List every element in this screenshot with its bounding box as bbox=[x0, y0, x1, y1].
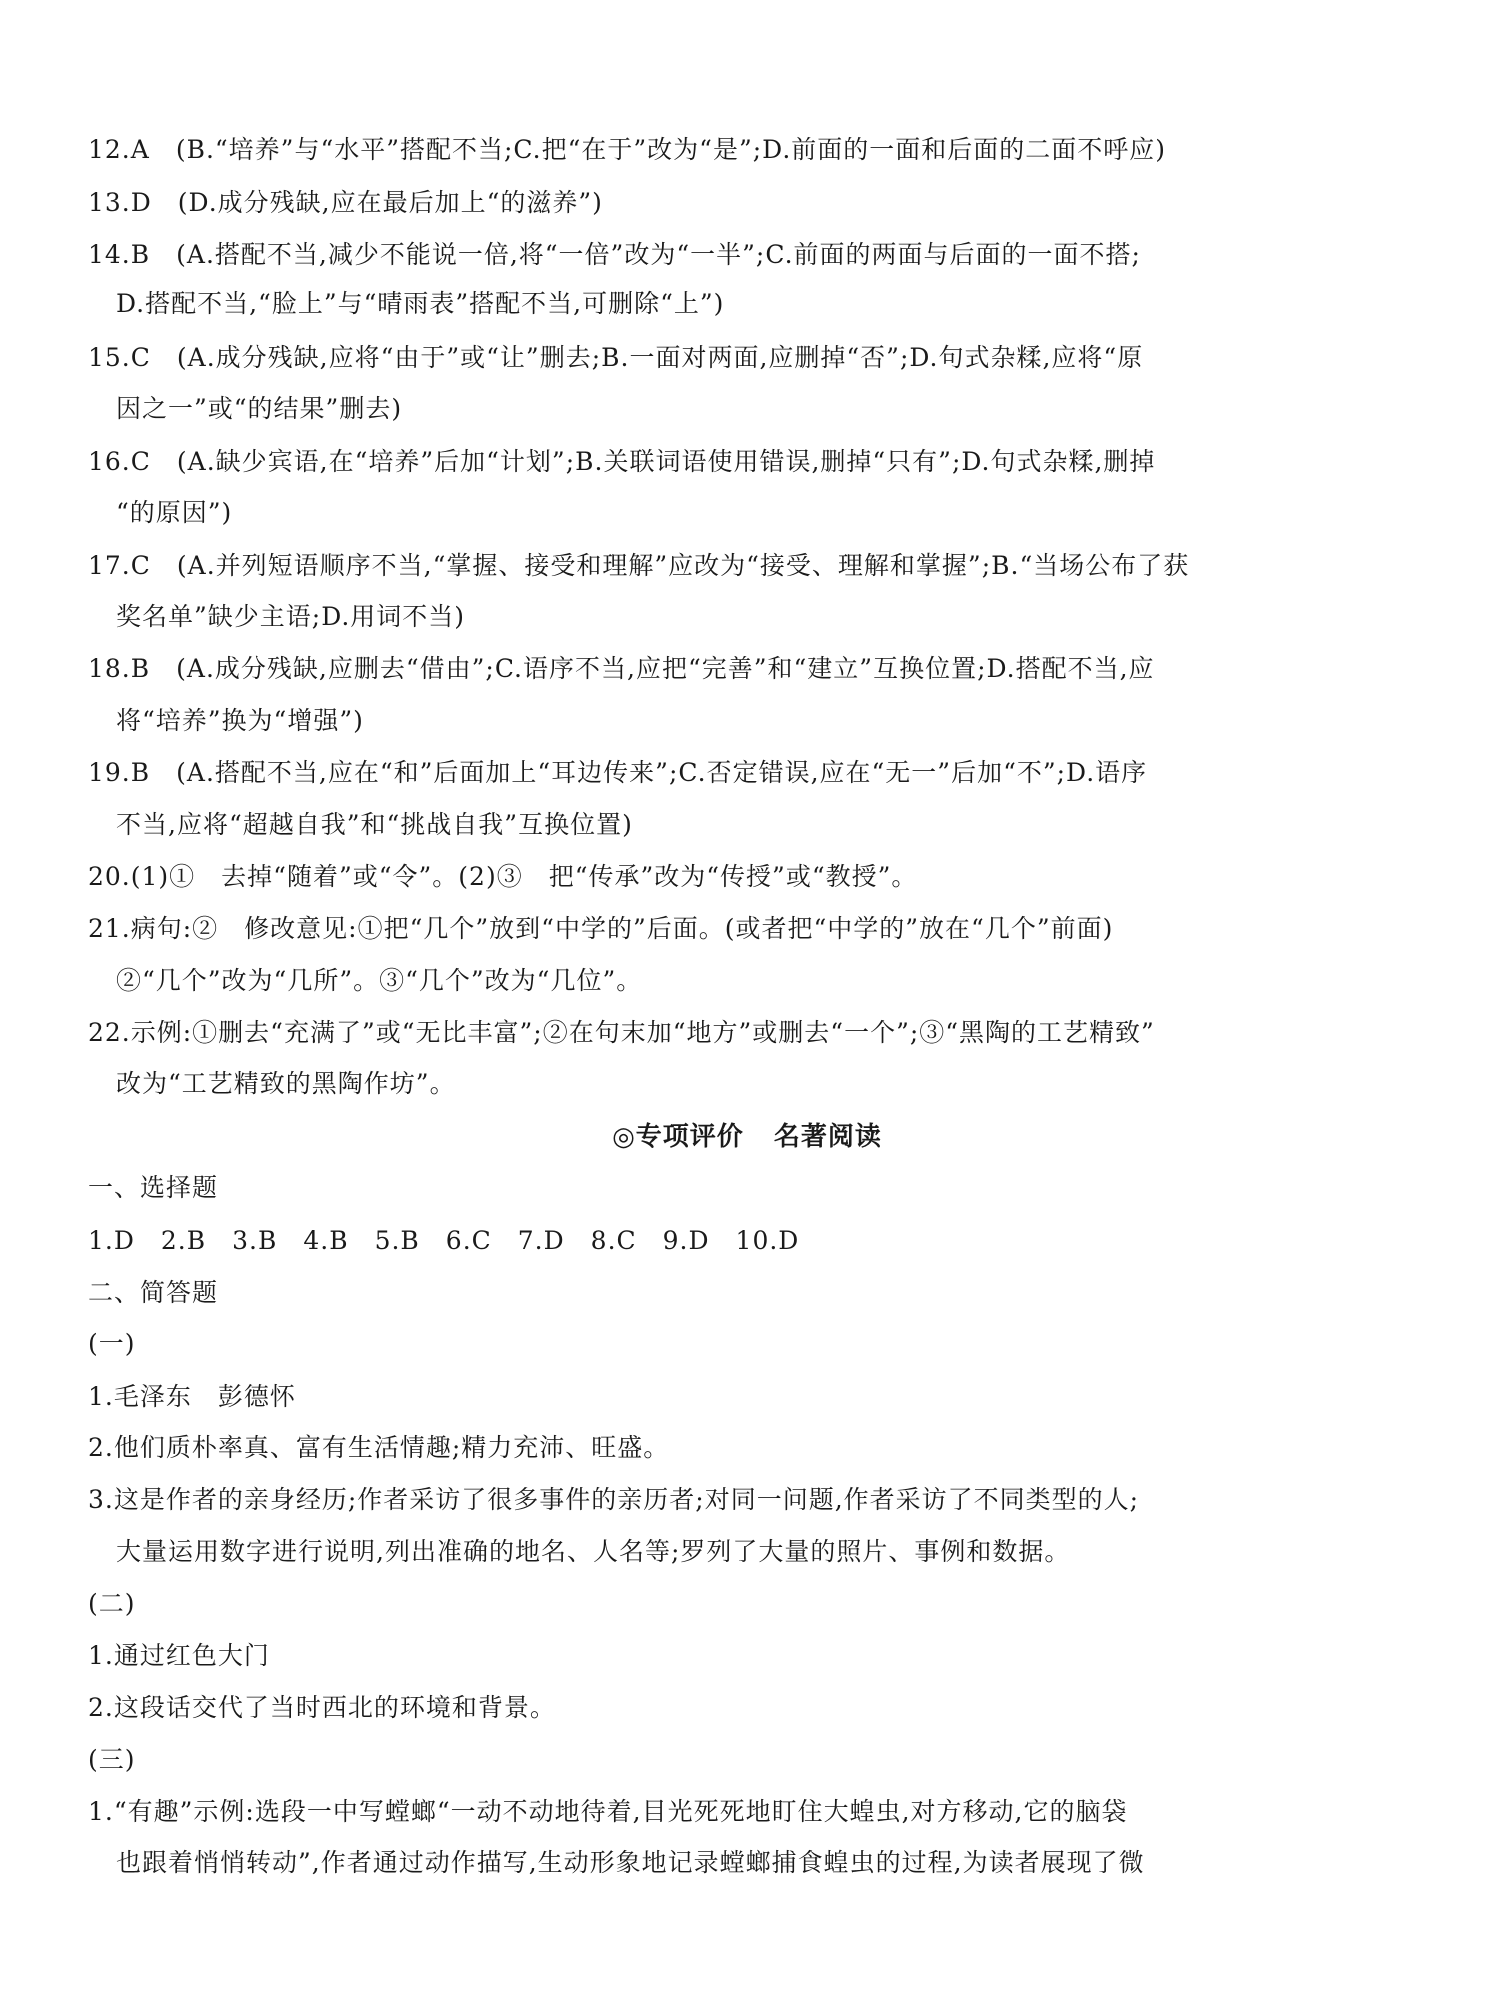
answer-12: 12.A (B.“培养”与“水平”搭配不当;C.把“在于”改为“是”;D.前面的一面和后面的二面不呼应) bbox=[88, 135, 1167, 164]
answer-21: 21.病句:② 修改意见:①把“几个”放到“中学的”后面。(或者把“中学的”放在“几个”前面) bbox=[88, 914, 1114, 943]
part2-heading: 二、简答题 bbox=[88, 1278, 219, 1307]
group-2-answer-2: 2.这段话交代了当时西北的环境和背景。 bbox=[88, 1693, 556, 1722]
group-1-label: (一) bbox=[88, 1329, 136, 1358]
group-1-answer-3-continued: 大量运用数字进行说明,列出准确的地名、人名等;罗列了大量的照片、事例和数据。 bbox=[116, 1537, 1071, 1566]
answer-13: 13.D (D.成分残缺,应在最后加上“的滋养”) bbox=[88, 188, 603, 217]
group-3-answer-1-continued: 也跟着悄悄转动”,作者通过动作描写,生动形象地记录螳螂捕食蝗虫的过程,为读者展现了微 bbox=[116, 1848, 1145, 1877]
answer-22-continued: 改为“工艺精致的黑陶作坊”。 bbox=[116, 1069, 456, 1098]
answer-22: 22.示例:①删去“充满了”或“无比丰富”;②在句末加“地方”或删去“一个”;③“黑陶的工艺精致” bbox=[88, 1018, 1155, 1047]
answer-15-continued: 因之一”或“的结果”删去) bbox=[116, 394, 403, 423]
group-3-label: (三) bbox=[88, 1745, 136, 1774]
answer-16-continued: “的原因”) bbox=[116, 498, 233, 527]
answer-18: 18.B (A.成分残缺,应删去“借由”;C.语序不当,应把“完善”和“建立”互换位置;D.搭配不当,应 bbox=[88, 654, 1155, 683]
section-title bbox=[0, 1120, 1494, 1154]
answer-18-continued: 将“培养”换为“增强”) bbox=[116, 706, 364, 735]
answer-21-continued: ②“几个”改为“几所”。③“几个”改为“几位”。 bbox=[116, 966, 643, 995]
group-2-answer-1: 1.通过红色大门 bbox=[88, 1641, 270, 1670]
group-1-answer-3: 3.这是作者的亲身经历;作者采访了很多事件的亲历者;对同一问题,作者采访了不同类型的人; bbox=[88, 1485, 1140, 1514]
answer-16: 16.C (A.缺少宾语,在“培养”后加“计划”;B.关联词语使用错误,删掉“只有”;D.句式杂糅,删掉 bbox=[88, 447, 1156, 476]
answer-15: 15.C (A.成分残缺,应将“由于”或“让”删去;B.一面对两面,应删掉“否”;D.句式杂糅,应将“原 bbox=[88, 343, 1144, 372]
section-title-right: 名著阅读 bbox=[773, 1122, 882, 1152]
answer-19-continued: 不当,应将“超越自我”和“挑战自我”互换位置) bbox=[116, 810, 633, 839]
answer-14: 14.B (A.搭配不当,减少不能说一倍,将“一倍”改为“一半”;C.前面的两面与后面的一面不搭; bbox=[88, 240, 1141, 269]
answer-14-continued: D.搭配不当,“脸上”与“晴雨表”搭配不当,可删除“上”) bbox=[116, 289, 725, 318]
group-3-answer-1: 1.“有趣”示例:选段一中写螳螂“一动不动地待着,目光死死地盯住大蝗虫,对方移动,它的脑袋 bbox=[88, 1797, 1128, 1826]
group-2-label: (二) bbox=[88, 1589, 136, 1618]
answer-17-continued: 奖名单”缺少主语;D.用词不当) bbox=[116, 602, 466, 631]
section-title-left: ◎专项评价 bbox=[612, 1122, 744, 1152]
answer-17: 17.C (A.并列短语顺序不当,“掌握、接受和理解”应改为“接受、理解和掌握”;B.“当场公布了获 bbox=[88, 551, 1190, 580]
answer-20: 20.(1)① 去掉“随着”或“令”。(2)③ 把“传承”改为“传授”或“教授”。 bbox=[88, 862, 918, 891]
part1-heading: 一、选择题 bbox=[88, 1173, 219, 1202]
answer-19: 19.B (A.搭配不当,应在“和”后面加上“耳边传来”;C.否定错误,应在“无一”后加“不”;D.语序 bbox=[88, 758, 1148, 787]
group-1-answer-2: 2.他们质朴率真、富有生活情趣;精力充沛、旺盛。 bbox=[88, 1433, 670, 1462]
group-1-answer-1: 1.毛泽东 彭德怀 bbox=[88, 1382, 296, 1411]
part1-answers: 1.D 2.B 3.B 4.B 5.B 6.C 7.D 8.C 9.D 10.D bbox=[88, 1226, 800, 1255]
